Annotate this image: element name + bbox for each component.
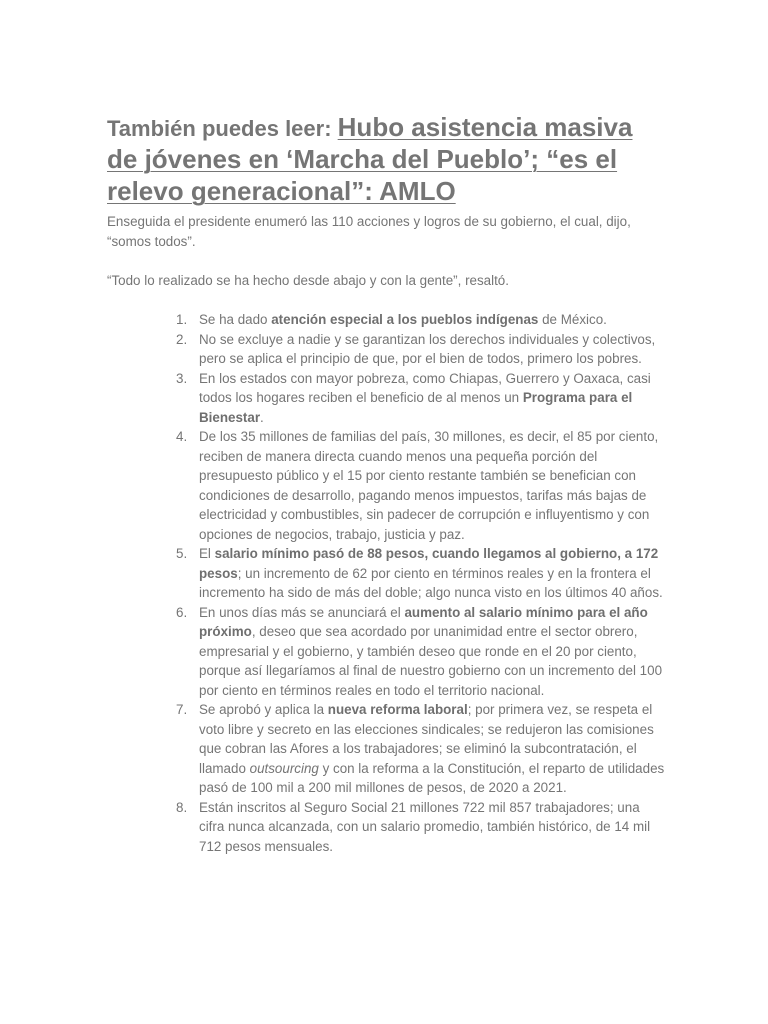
list-number: 2. <box>176 331 188 347</box>
related-article-link[interactable]: Hubo asistencia masiva de jóvenes en ‘Marcha del Pueblo’; “es el relevo generacional”: AMLO <box>107 112 633 206</box>
list-item: 3. En los estados con mayor pobreza, como Chiapas, Guerrero y Oaxaca, casi todos los hogares reciben el beneficio de al menos un Programa para el Bienestar. <box>176 370 651 425</box>
article-body <box>107 112 667 856</box>
list-item: 5. El salario mínimo pasó de 88 pesos, cuando llegamos al gobierno, a 172 pesos; un incremento de 62 por ciento en términos reales y en la frontera el incremento ha sido de más del doble; algo nunca visto en los últimos 40 años. <box>176 546 663 600</box>
list-number: 6. <box>176 604 188 620</box>
related-heading <box>107 112 667 208</box>
list-number: 4. <box>176 429 188 444</box>
quote-paragraph: “Todo lo realizado se ha hecho desde abajo y con la gente”, resaltó. <box>107 272 509 288</box>
list-number: 7. <box>176 702 188 717</box>
list-item: 2. No se excluye a nadie y se garantizan los derechos individuales y colectivos, pero se aplica el principio de que, por el bien de todos, primero los pobres. <box>176 331 656 366</box>
list-number: 3. <box>176 370 188 386</box>
list-item: 4. De los 35 millones de familias del país, 30 millones, es decir, el 85 por ciento, reciben de manera directa cuando menos una pequeña porción del presupuesto público y el 15 por ciento restante también se benefician con condiciones de desarrollo, pagando menos impuestos, tarifas más bajas de electricidad y combustibles, sin padecer de corrupción e influyentismo y con opciones de negocios, trabajo, justicia y paz. <box>176 429 659 542</box>
list-number: 1. <box>176 312 188 327</box>
list-item: 7. Se aprobó y aplica la nueva reforma laboral; por primera vez, se respeta el voto libre y secreto en las elecciones sindicales; se redujeron las comisiones que cobran las Afores a los trabajadores; se eliminó la subcontratación, el llamado outsourcing y con la reforma a la Constitución, el reparto de utilidades pasó de 100 mil a 200 mil millones de pesos, de 2020 a 2021. <box>176 702 665 795</box>
list-item: 8. Están inscritos al Seguro Social 21 millones 722 mil 857 trabajadores; una cifra nunca alcanzada, con un salario promedio, también histórico, de 14 mil 712 pesos mensuales. <box>176 799 651 854</box>
list-number: 5. <box>176 546 188 561</box>
achievements-list <box>107 310 667 856</box>
list-item: 6. En unos días más se anunciará el aumento al salario mínimo para el año próximo, deseo que sea acordado por unanimidad entre el sector obrero, empresarial y el gobierno, y también deseo que ronde en el 20 por ciento, porque así llegaríamos al final de nuestro gobierno con un incremento del 100 por ciento en términos reales en todo el territorio nacional. <box>176 604 663 698</box>
intro-paragraph: Enseguida el presidente enumeró las 110 acciones y logros de su gobierno, el cual, dijo, “somos todos”. <box>107 214 631 249</box>
list-item: 1. Se ha dado atención especial a los pueblos indígenas de México. <box>199 310 667 330</box>
list-number: 8. <box>176 799 188 815</box>
related-lead: También puedes leer: <box>107 116 338 141</box>
